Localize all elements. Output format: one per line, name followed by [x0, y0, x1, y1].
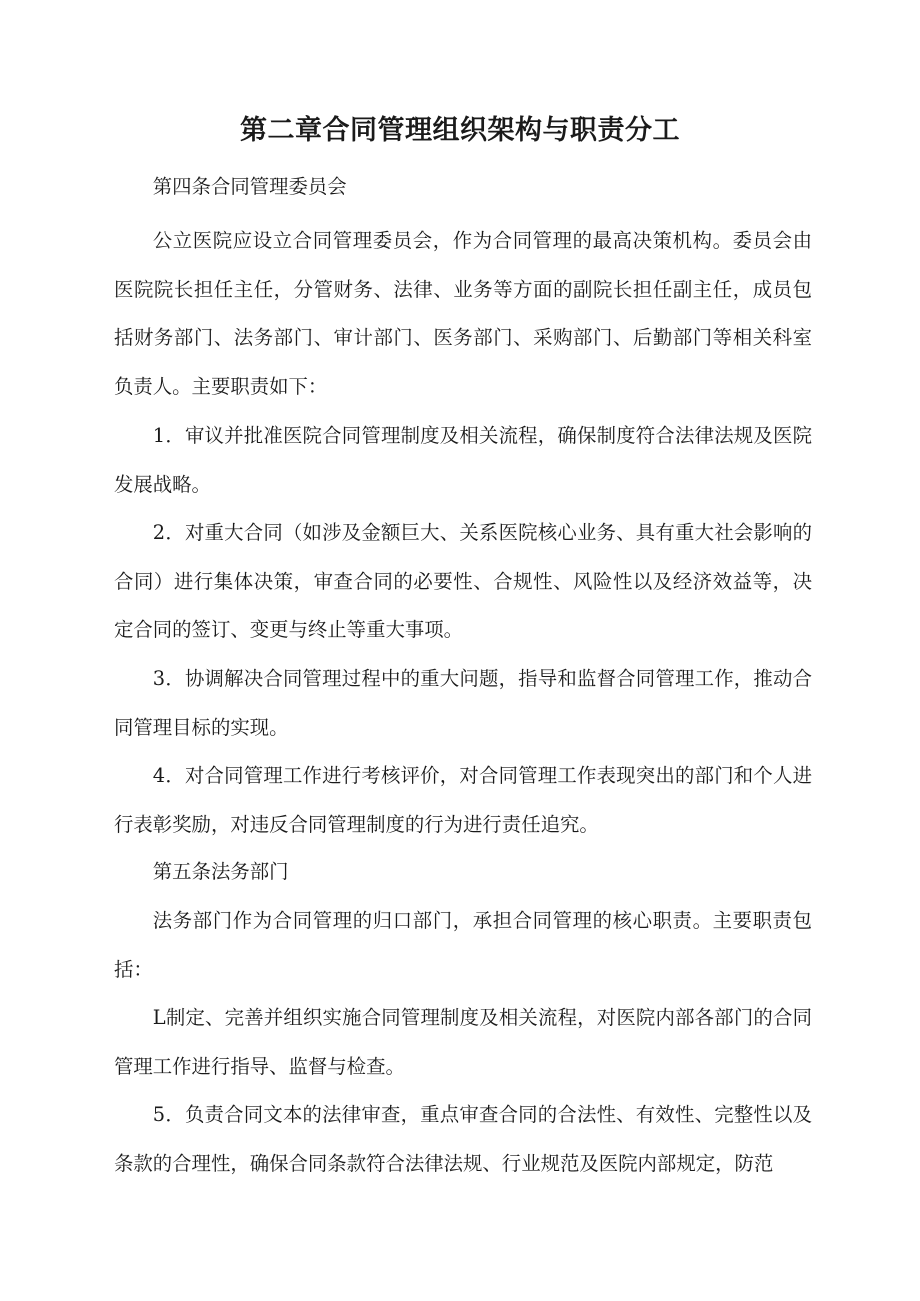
paragraph-duty-1: 1．审议并批准医院合同管理制度及相关流程，确保制度符合法律法规及医院发展战略。	[114, 424, 812, 496]
paragraph-legal-intro: 法务部门作为合同管理的归口部门，承担合同管理的核心职责。主要职责包括：	[114, 909, 812, 981]
paragraph-duty-2: 2．对重大合同（如涉及金额巨大、关系医院核心业务、具有重大社会影响的合同）进行集体决策，审查合同的必要性、合规性、风险性以及经济效益等，决定合同的签订、变更与终止等重大事项。	[114, 521, 812, 641]
chapter-title: 第二章合同管理组织架构与职责分工	[240, 115, 680, 146]
paragraph-duty-4: 4．对合同管理工作进行考核评价，对合同管理工作表现突出的部门和个人进行表彰奖励，对违反合同管理制度的行为进行责任追究。	[114, 764, 812, 836]
article-heading-5: 第五条法务部门	[152, 860, 289, 883]
paragraph-legal-duty-5: 5．负责合同文本的法律审查，重点审查合同的合法性、有效性、完整性以及条款的合理性，确保合同条款符合法律法规、行业规范及医院内部规定，防范	[114, 1103, 812, 1175]
article-heading-4: 第四条合同管理委员会	[152, 175, 347, 198]
paragraph-committee-intro: 公立医院应设立合同管理委员会，作为合同管理的最高决策机构。委员会由医院院长担任主任，分管财务、法律、业务等方面的副院长担任副主任，成员包括财务部门、法务部门、审计部门、医务部门、采购部门、后勤部门等相关科室负责人。主要职责如下：	[114, 229, 812, 398]
paragraph-legal-duty-1: L制定、完善并组织实施合同管理制度及相关流程，对医院内部各部门的合同管理工作进行指导、监督与检查。	[114, 1006, 812, 1078]
paragraph-duty-3: 3．协调解决合同管理过程中的重大问题，指导和监督合同管理工作，推动合同管理目标的实现。	[114, 667, 812, 739]
